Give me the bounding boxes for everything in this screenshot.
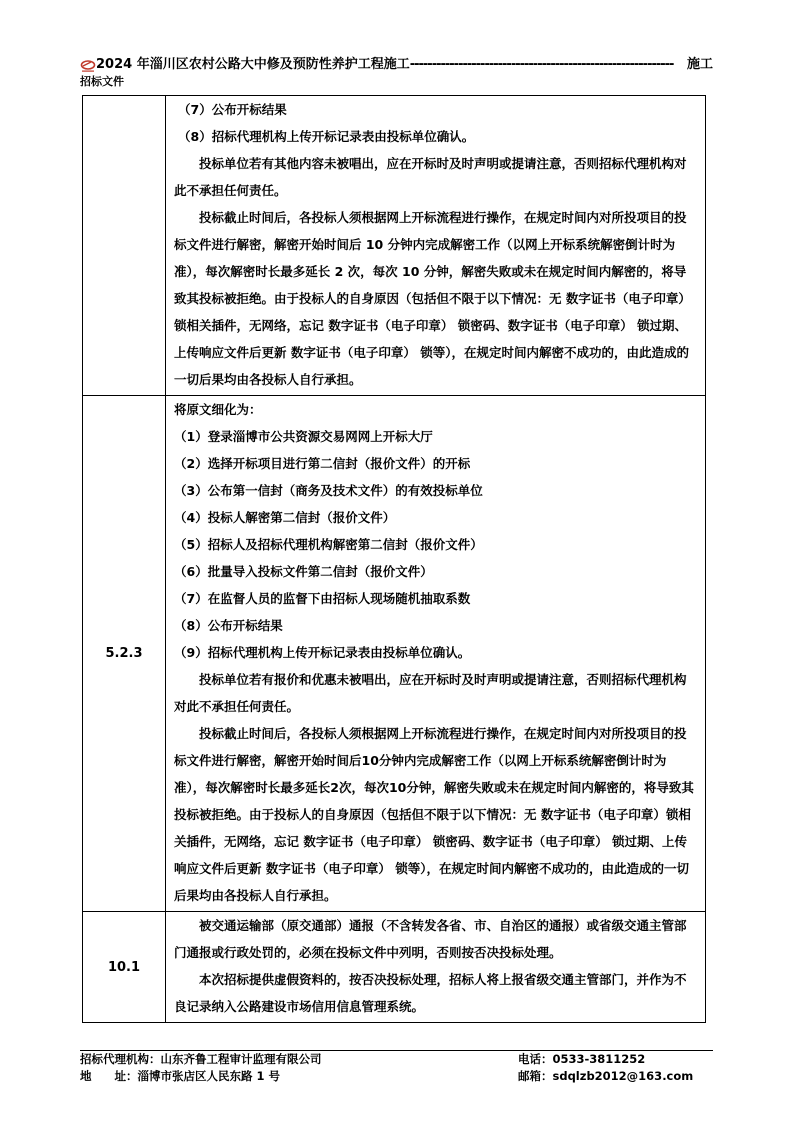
clause-content — [166, 912, 706, 1023]
paragraph: 本次招标提供虚假资料的，按否决投标处理，招标人将上报省级交通主管部门，并作为不良记录纳入公路建设市场信用信息管理系统。 — [174, 972, 687, 1014]
table-row — [83, 396, 706, 912]
agency-name: 山东齐鲁工程审计监理有限公司 — [160, 1052, 322, 1066]
agency-label: 招标代理机构： — [80, 1052, 161, 1066]
clause-content — [166, 96, 706, 396]
clause-table — [82, 95, 706, 1023]
footer-agency — [80, 1051, 518, 1068]
list-item: （8）招标代理机构上传开标记录表由投标单位确认。 — [178, 129, 475, 144]
list-item: （3）公布第一信封（商务及技术文件）的有效投标单位 — [174, 483, 483, 498]
table-row — [83, 912, 706, 1023]
list-item: （7）在监督人员的监督下由招标人现场随机抽取系数 — [174, 591, 471, 606]
list-item: （4）投标人解密第二信封（报价文件） — [174, 510, 396, 525]
page-header — [80, 56, 713, 90]
list-item: （9）招标代理机构上传开标记录表由投标单位确认。 — [174, 645, 471, 660]
company-logo-icon — [80, 59, 96, 73]
clause-number: 10.1 — [83, 912, 166, 1023]
paragraph: 投标单位若有报价和优惠未被唱出，应在开标时及时声明或提请注意，否则招标代理机构对此不承担任何责任。 — [174, 672, 687, 714]
list-item: （7）公布开标结果 — [178, 102, 287, 117]
footer-email — [518, 1068, 713, 1085]
clause-number: 5.2.3 — [83, 396, 166, 912]
list-item: （1）登录淄博市公共资源交易网网上开标大厅 — [174, 429, 433, 444]
header-right: 施工 — [686, 57, 713, 72]
list-item: （2）选择开标项目进行第二信封（报价文件）的开标 — [174, 456, 471, 471]
table-row — [83, 96, 706, 396]
paragraph: 被交通运输部（原交通部）通报（不含转发各省、市、自治区的通报）或省级交通主管部门通报或行政处罚的，必须在投标文件中列明，否则按否决投标处理。 — [174, 918, 687, 960]
footer-phone — [518, 1051, 713, 1068]
page-footer — [80, 1050, 713, 1085]
paragraph: 将原文细化为： — [174, 402, 262, 417]
phone-label: 电话： — [518, 1052, 553, 1066]
phone-value: 0533-3811252 — [552, 1052, 646, 1066]
footer-row — [80, 1051, 713, 1068]
clause-content — [166, 396, 706, 912]
header-dashes: ------------------------------------------------------------ — [409, 57, 674, 72]
address-value: 淄博市张店区人民东路 1 号 — [137, 1069, 281, 1083]
header-line — [80, 56, 713, 74]
list-item: （5）招标人及招标代理机构解密第二信封（报价文件） — [174, 537, 483, 552]
paragraph: 投标截止时间后，各投标人须根据网上开标流程进行操作，在规定时间内对所投项目的投标文件进行解密，解密开始时间后10分钟内完成解密工作（以网上开标系统解密倒计时为准），每次解密时长最多延长2次，每次10分钟，解密失败或未在规定时间内解密的，将导致其投标被拒绝。由于投标人的自身原因（包括但不限于以下情况：无 数字证书（电子印章）锁相关插件，无网络，忘记 数字证书（电子印章） 锁密码、数字证书（电子印章） 锁过期、上传响应文件后更新 数字证书（电子印章） 锁等），在规定时间内解密不成功的，由此造成的一切后果均由各投标人自行承担。 — [174, 726, 694, 903]
header-subtitle: 招标文件 — [80, 75, 124, 88]
footer-address — [80, 1068, 518, 1085]
clause-number — [83, 96, 166, 396]
header-title: 2024 年淄川区农村公路大中修及预防性养护工程施工 — [96, 57, 410, 72]
address-label: 地 址： — [80, 1069, 138, 1083]
list-item: （8）公布开标结果 — [174, 618, 283, 633]
paragraph: 投标单位若有其他内容未被唱出，应在开标时及时声明或提请注意，否则招标代理机构对此不承担任何责任。 — [174, 156, 687, 198]
email-label: 邮箱： — [518, 1069, 553, 1083]
email-value: sdqlzb2012@163.com — [552, 1069, 694, 1083]
list-item: （6）批量导入投标文件第二信封（报价文件） — [174, 564, 433, 579]
paragraph: 投标截止时间后，各投标人须根据网上开标流程进行操作，在规定时间内对所投项目的投标文件进行解密，解密开始时间后 10 分钟内完成解密工作（以网上开标系统解密倒计时为准），每次解密时长最多延长 2 次，每次 10 分钟，解密失败或未在规定时间内解密的，将导致其投标被拒绝。由于投标人的自身原因（包括但不限于以下情况：无 数字证书（电子印章）锁相关插件，无网络，忘记 数字证书（电子印章） 锁密码、数字证书（电子印章） 锁过期、上传响应文件后更新 数字证书（电子印章） 锁等），在规定时间内解密不成功的，由此造成的一切后果均由各投标人自行承担。 — [174, 210, 691, 387]
footer-row — [80, 1068, 713, 1085]
